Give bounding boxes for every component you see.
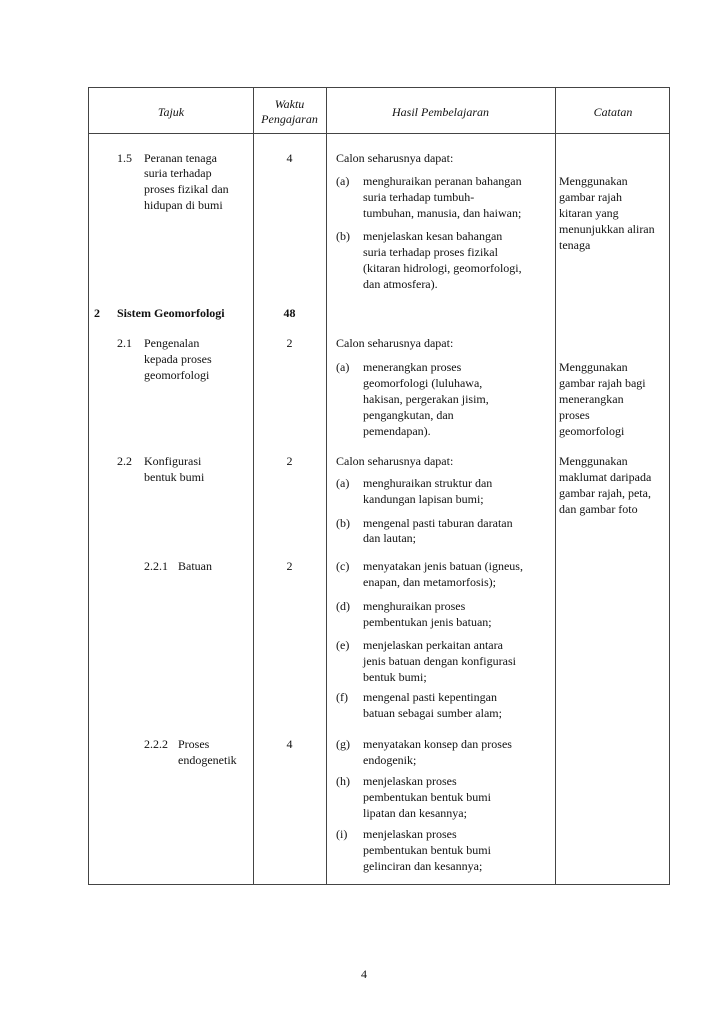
- outcome-text: tumbuhan, manusia, dan haiwan;: [363, 206, 522, 220]
- outcome-text: menyatakan konsep dan proses: [363, 737, 512, 751]
- outcome-label: (b): [336, 229, 350, 243]
- outcome-label: (d): [336, 599, 350, 613]
- outcome-label: (i): [336, 827, 348, 841]
- outcome-text: menjelaskan proses: [363, 827, 457, 841]
- row-2-2-note: Menggunakan: [559, 454, 628, 468]
- outcome-text: menjelaskan perkaitan antara: [363, 638, 503, 652]
- outcome-text: menjelaskan kesan bahangan: [363, 229, 503, 243]
- row-1-5-hours: 4: [286, 151, 293, 165]
- outcome-text: menjelaskan proses: [363, 774, 457, 788]
- outcome-text: dan atmosfera).: [363, 277, 438, 291]
- row-2-1-note: menerangkan: [559, 392, 624, 406]
- outcome-text: pengangkutan, dan: [363, 408, 454, 422]
- row-2-1-note: proses: [559, 408, 590, 422]
- outcome-text: batuan sebagai sumber alam;: [363, 706, 502, 720]
- row-1-5-number: 1.5: [117, 151, 132, 165]
- outcome-label: (a): [336, 360, 350, 374]
- outcome-text: jenis batuan dengan konfigurasi: [363, 654, 516, 668]
- row-2-2-note: maklumat daripada: [559, 470, 652, 484]
- column-divider: [555, 88, 556, 884]
- row-1-5-title: hidupan di bumi: [144, 198, 223, 212]
- row-2-2-1-number: 2.2.1: [144, 559, 168, 573]
- section-2-title: Sistem Geomorfologi: [117, 306, 225, 320]
- outcome-text: enapan, dan metamorfosis);: [363, 575, 496, 589]
- outcome-text: suria terhadap tumbuh-: [363, 190, 475, 204]
- outcome-label: (a): [336, 476, 350, 490]
- header-tajuk: Tajuk: [157, 105, 185, 119]
- outcome-label: (a): [336, 174, 350, 188]
- outcome-text: menghuraikan peranan bahangan: [363, 174, 522, 188]
- row-2-1-intro: Calon seharusnya dapat:: [336, 336, 454, 350]
- column-divider: [326, 88, 327, 884]
- header-hasil: Hasil Pembelajaran: [392, 105, 489, 119]
- row-1-5-title: Peranan tenaga: [144, 151, 217, 165]
- row-2-1-note: Menggunakan: [559, 360, 628, 374]
- outcome-label: (g): [336, 737, 350, 751]
- outcome-text: lipatan dan kesannya;: [363, 806, 467, 820]
- row-1-5-note: gambar rajah: [559, 190, 622, 204]
- column-divider: [253, 88, 254, 884]
- row-2-1-number: 2.1: [117, 336, 132, 350]
- header-pengajaran: Pengajaran: [261, 112, 318, 126]
- row-2-2-2-number: 2.2.2: [144, 737, 168, 751]
- header-divider: [89, 133, 669, 134]
- row-2-2-title: bentuk bumi: [144, 470, 205, 484]
- outcome-text: hakisan, pergerakan jisim,: [363, 392, 489, 406]
- row-2-2-2-title: endogenetik: [178, 753, 237, 767]
- outcome-label: (f): [336, 690, 348, 704]
- row-2-2-hours: 2: [286, 454, 293, 468]
- outcome-text: menghuraikan struktur dan: [363, 476, 493, 490]
- row-2-2-intro: Calon seharusnya dapat:: [336, 454, 454, 468]
- outcome-text: bentuk bumi;: [363, 670, 427, 684]
- row-1-5-title: proses fizikal dan: [144, 182, 229, 196]
- row-2-2-number: 2.2: [117, 454, 132, 468]
- row-2-2-1-title: Batuan: [178, 559, 212, 573]
- outcome-label: (c): [336, 559, 350, 573]
- row-1-5-note: kitaran yang: [559, 206, 619, 220]
- syllabus-table: [88, 87, 670, 885]
- row-2-2-2-title: Proses: [178, 737, 210, 751]
- page-number: 4: [361, 967, 367, 981]
- outcome-text: pembentukan bentuk bumi: [363, 790, 491, 804]
- row-2-1-title: kepada proses: [144, 352, 212, 366]
- header-waktu: Waktu: [274, 97, 305, 111]
- outcome-text: pembentukan jenis batuan;: [363, 615, 492, 629]
- outcome-text: (kitaran hidrologi, geomorfologi,: [363, 261, 522, 275]
- header-catatan: Catatan: [593, 105, 633, 119]
- outcome-text: endogenik;: [363, 753, 417, 767]
- outcome-text: mengenal pasti kepentingan: [363, 690, 497, 704]
- row-1-5-title: suria terhadap: [144, 166, 212, 180]
- row-2-1-note: gambar rajah bagi: [559, 376, 646, 390]
- row-2-1-title: Pengenalan: [144, 336, 200, 350]
- row-2-2-title: Konfigurasi: [144, 454, 202, 468]
- row-1-5-note: menunjukkan aliran: [559, 222, 655, 236]
- row-2-2-1-hours: 2: [286, 559, 293, 573]
- outcome-text: pembentukan bentuk bumi: [363, 843, 491, 857]
- row-2-2-note: gambar rajah, peta,: [559, 486, 651, 500]
- outcome-label: (e): [336, 638, 350, 652]
- outcome-text: pemendapan).: [363, 424, 431, 438]
- outcome-text: dan lautan;: [363, 531, 416, 545]
- outcome-text: menerangkan proses: [363, 360, 462, 374]
- row-1-5-intro: Calon seharusnya dapat:: [336, 151, 454, 165]
- row-2-1-hours: 2: [286, 336, 293, 350]
- outcome-text: gelinciran dan kesannya;: [363, 859, 483, 873]
- row-2-2-note: dan gambar foto: [559, 502, 638, 516]
- outcome-text: suria terhadap proses fizikal: [363, 245, 498, 259]
- outcome-label: (b): [336, 516, 350, 530]
- outcome-text: mengenal pasti taburan daratan: [363, 516, 513, 530]
- outcome-label: (h): [336, 774, 350, 788]
- row-2-1-title: geomorfologi: [144, 368, 210, 382]
- outcome-text: kandungan lapisan bumi;: [363, 492, 484, 506]
- row-1-5-note: Menggunakan: [559, 174, 628, 188]
- section-2-number: 2: [94, 306, 100, 320]
- row-1-5-note: tenaga: [559, 238, 591, 252]
- outcome-text: menghuraikan proses: [363, 599, 466, 613]
- outcome-text: geomorfologi (luluhawa,: [363, 376, 483, 390]
- row-2-2-2-hours: 4: [286, 737, 293, 751]
- outcome-text: menyatakan jenis batuan (igneus,: [363, 559, 523, 573]
- section-2-hours: 48: [283, 306, 296, 320]
- row-2-1-note: geomorfologi: [559, 424, 625, 438]
